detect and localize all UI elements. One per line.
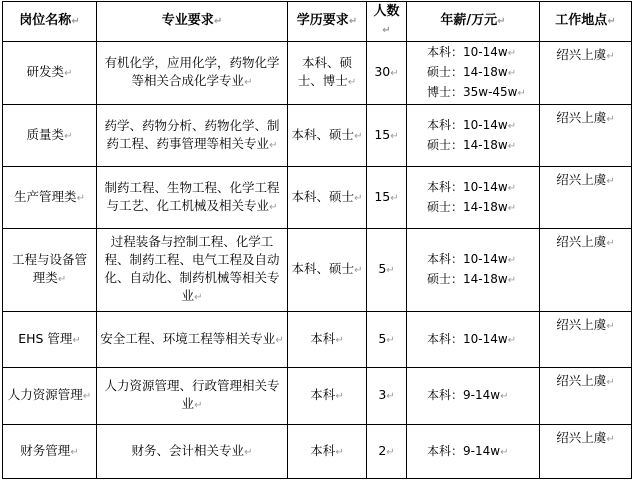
education-cell: 本科、硕士 ↵ [288,167,367,229]
salary-cell [407,167,540,229]
location-cell: 绍兴上虞 ↵ [540,42,632,105]
location-cell: 绍兴上虞 ↵ [540,312,632,368]
position-cell: 质量类 ↵ [3,105,97,167]
header-count: 人数 ↵ [367,2,407,42]
major-cell: 有机化学，应用化学，药物化学等相关合成化学专业 ↵ [97,42,288,105]
header-education: 学历要求 ↵ [288,2,367,42]
location-cell: 绍兴上虞 ↵ [540,425,632,479]
salary-line: 本科：10-14w ↵ [427,330,536,350]
education-cell: 本科、硕士、博士 ↵ [288,42,367,105]
major-cell: 财务、会计相关专业 ↵ [97,425,288,479]
salary-line: 博士：35w-45w ↵ [427,83,536,103]
location-cell: 绍兴上虞 ↵ [540,368,632,425]
table-row [3,167,632,229]
major-cell: 安全工程、环境工程等相关专业 ↵ [97,312,288,368]
location-cell: 绍兴上虞 ↵ [540,105,632,167]
header-row [3,2,632,42]
major-cell: 制药工程、生物工程、化学工程与工艺、化工机械及相关专业 ↵ [97,167,288,229]
table-row [3,368,632,425]
table-row [3,105,632,167]
education-cell: 本科、硕士 ↵ [288,229,367,312]
salary-line: 本科：10-14w ↵ [427,178,536,198]
position-cell: 研发类 ↵ [3,42,97,105]
count-cell: 5 ↵ [367,312,407,368]
salary-cell [407,229,540,312]
salary-line: 本科：9-14w ↵ [427,386,536,406]
salary-line: 硕士：14-18w ↵ [427,136,536,156]
table-row [3,229,632,312]
major-cell: 药学、药物分析、药物化学、制药工程、药事管理等相关专业 ↵ [97,105,288,167]
table-row [3,42,632,105]
salary-cell [407,312,540,368]
count-cell: 2 ↵ [367,425,407,479]
salary-line: 本科：9-14w ↵ [427,442,536,462]
position-cell: 人力资源管理 ↵ [3,368,97,425]
education-cell: 本科 ↵ [288,425,367,479]
header-major: 专业要求 ↵ [97,2,288,42]
education-cell: 本科、硕士 ↵ [288,105,367,167]
header-salary: 年薪/万元 ↵ [407,2,540,42]
salary-line: 本科：10-14w ↵ [427,116,536,136]
table-row [3,312,632,368]
table-row [3,425,632,479]
count-cell: 3 ↵ [367,368,407,425]
education-cell: 本科 ↵ [288,312,367,368]
major-cell: 人力资源管理、行政管理相关专业 ↵ [97,368,288,425]
salary-cell [407,105,540,167]
salary-line: 本科：10-14w ↵ [427,250,536,270]
salary-cell [407,425,540,479]
count-cell: 5 ↵ [367,229,407,312]
position-cell: 工程与设备管理类 ↵ [3,229,97,312]
position-cell: 生产管理类 ↵ [3,167,97,229]
salary-line: 本科：10-14w ↵ [427,43,536,63]
count-cell: 30 ↵ [367,42,407,105]
header-location: 工作地点 ↵ [540,2,632,42]
salary-line: 硕士：14-18w ↵ [427,63,536,83]
position-cell: EHS 管理 ↵ [3,312,97,368]
location-cell: 绍兴上虞 ↵ [540,229,632,312]
salary-cell [407,42,540,105]
job-table [2,1,632,479]
position-cell: 财务管理 ↵ [3,425,97,479]
count-cell: 15 ↵ [367,167,407,229]
header-position: 岗位名称 ↵ [3,2,97,42]
major-cell: 过程装备与控制工程、化学工程、制药工程、电气工程及自动化、自动化、制药机械等相关专业 ↵ [97,229,288,312]
salary-cell [407,368,540,425]
count-cell: 15 ↵ [367,105,407,167]
location-cell: 绍兴上虞 ↵ [540,167,632,229]
salary-line: 硕士：14-18w ↵ [427,198,536,218]
salary-line: 硕士：14-18w ↵ [427,270,536,290]
education-cell: 本科 ↵ [288,368,367,425]
